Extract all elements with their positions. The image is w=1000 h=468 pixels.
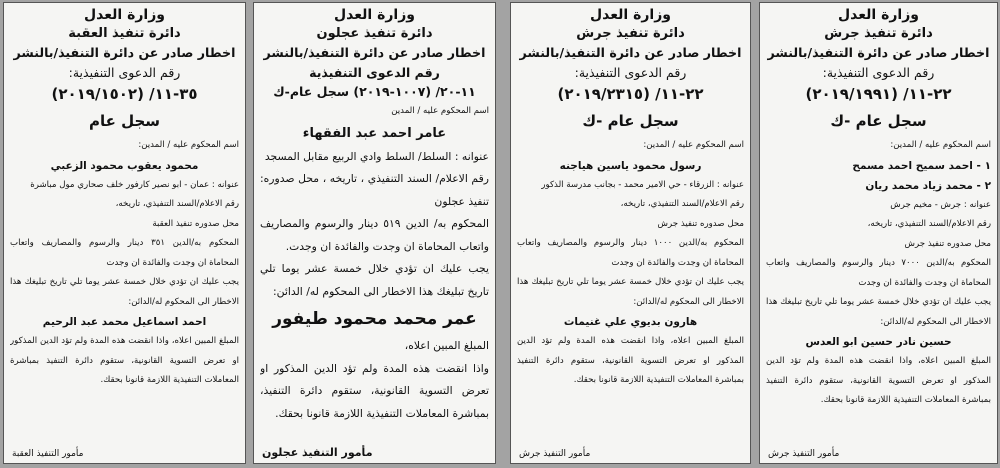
closing-text: المبلغ المبين اعلاه، واذا انقضت هذه المدة ولم تؤد الدين المذكور او تعرض التسوية القانونية، ستقوم دائرة التنفيذ بمباشرة المعاملات التنفيذية اللازمة قانونا بحقك.: [517, 336, 744, 385]
notice-heading: اخطار صادر عن دائرة التنفيذ/بالنشر: [263, 45, 486, 60]
case-number: ٢٢-١١/ (٢٠١٩/١٩٩١): [805, 85, 952, 103]
amount-line: المبلغ المبين اعلاه،: [404, 339, 489, 352]
payment-notice: يجب عليك ان تؤدي خلال خمسة عشر يوما تلي تاريخ تبليغك هذا الاخطار الى المحكوم له/الدائن:: [10, 277, 239, 307]
creditor-name: هارون بديوي علي غنيمات: [563, 316, 698, 328]
payment-notice: يجب عليك ان تؤدي خلال خمسة عشر يوما تلي تاريخ تبليغك هذا الاخطار الى المحكوم له/ الدائن:: [260, 262, 489, 298]
notice-aqaba: [3, 2, 246, 464]
registry-type: سجل عام -ك: [830, 112, 927, 130]
department-name: دائرة تنفيذ عجلون: [316, 26, 433, 41]
judgment-text: المحكوم به/الدين ١٠٠٠ دينار والرسوم والمصاريف واتعاب المحاماة ان وجدت والفائدة ان وجدت: [517, 238, 744, 268]
payment-notice: يجب عليك ان تؤدي خلال خمسة عشر يوما تلي تاريخ تبليغك هذا الاخطار الى المحكوم له/الدائن:: [766, 297, 991, 327]
debtor-label: اسم المحكوم عليه / المدين:: [643, 140, 744, 150]
notice-heading: اخطار صادر عن دائرة التنفيذ/بالنشر: [767, 45, 990, 60]
debtor-name: عامر احمد عبد الفقهاء: [302, 125, 447, 141]
closing-text: واذا انقضت هذه المدة ولم تؤد الدين المذكور او تعرض التسوية القانونية، ستقوم دائرة التنفيذ، بمباشرة المعاملات التنفيذية اللازمة قانونا بحقك.: [260, 361, 489, 420]
department-name: دائرة تنفيذ جرش: [576, 26, 685, 41]
debtor-address: عنوانه : جرش - مخيم جرش: [890, 199, 991, 210]
case-label: رقم الدعوى التنفيذية:: [68, 65, 181, 80]
ministry-title: وزارة العدل: [590, 7, 671, 23]
debtor-name: محمود يعقوب محمود الزعبي: [50, 159, 199, 172]
issuer-line: محل صدوره تنفيذ جرش: [904, 238, 991, 249]
ruling-line: رقم الاعلام/السند التنفيذي، تاريخه،: [115, 199, 239, 209]
issuer-line: محل صدوره تنفيذ العقبة: [152, 218, 239, 229]
ministry-title: وزارة العدل: [838, 7, 919, 23]
registry-type: سجل عام -ك: [582, 112, 679, 130]
issuer-line: محل صدوره تنفيذ جرش: [657, 218, 744, 229]
officer-signature: مأمور التنفيذ عجلون: [262, 446, 373, 459]
case-number: ٣٥-١١/ (٢٠١٩/١٥٠٢): [51, 85, 198, 103]
case-number: ٢٢-١١/ (٢٠١٩/٢٣١٥): [557, 85, 704, 103]
officer-signature: مأمور التنفيذ جرش: [519, 449, 591, 459]
notice-jerash-1991: [759, 2, 998, 464]
department-name: دائرة تنفيذ جرش: [824, 26, 933, 41]
debtor-label: اسم المحكوم عليه / المدين:: [890, 140, 991, 150]
ruling-line: رقم الاعلام/السند التنفيذي، تاريخه،: [620, 199, 744, 209]
debtor-2: ٢ - محمد زياد محمد ريان: [865, 179, 991, 192]
case-label: رقم الدعوى التنفيذية:: [822, 65, 935, 80]
case-number: ١١-٢٠/ (١٠٠٧-٢٠١٩) سجل عام-ك: [273, 84, 476, 99]
creditor-name: حسين نادر حسين ابو العدس: [805, 336, 952, 348]
case-label: رقم الدعوى التنفيذية: [309, 65, 440, 80]
closing-text: المبلغ المبين اعلاه، واذا انقضت هذه المدة ولم تؤد الدين المذكور او تعرض التسوية القانونية، ستقوم دائرة التنفيذ بمباشرة المعاملات التنفيذية اللازمة قانونا بحقك.: [766, 356, 991, 405]
ministry-title: وزارة العدل: [84, 7, 165, 23]
notice-ajloun: [253, 2, 496, 464]
notice-heading: اخطار صادر عن دائرة التنفيذ/بالنشر: [13, 45, 236, 60]
debtor-name: رسول محمود ياسين هياجنه: [559, 159, 702, 172]
notice-jerash-2315: [510, 2, 751, 464]
creditor-name: عمر محمد محمود طيفور: [272, 309, 477, 329]
department-name: دائرة تنفيذ العقبة: [68, 26, 181, 41]
notice-heading: اخطار صادر عن دائرة التنفيذ/بالنشر: [519, 45, 742, 60]
ministry-title: وزارة العدل: [334, 7, 415, 23]
ruling-line: رقم الاعلام/السند التنفيذي، تاريخه،: [867, 219, 991, 229]
registry-type: سجل عام: [88, 112, 161, 130]
debtor-label: اسم المحكوم عليه / المدين: [391, 106, 489, 116]
case-label: رقم الدعوى التنفيذية:: [574, 65, 687, 80]
closing-text: المبلغ المبين اعلاه، واذا انقضت هذه المدة ولم تؤد الدين المذكور او تعرض التسوية القانونية، ستقوم دائرة التنفيذ بمباشرة المعاملات التنفيذية اللازمة قانونا بحقك.: [10, 336, 239, 385]
creditor-name: احمد اسماعيل محمد عبد الرحيم: [42, 316, 207, 328]
debtor-address: عنوانه : عمان - ابو نصير كارفور خلف صحاري مول مباشرة: [30, 179, 239, 190]
payment-notice: يجب عليك ان تؤدي خلال خمسة عشر يوما تلي تاريخ تبليغك هذا الاخطار الى المحكوم له/الدائن:: [517, 277, 744, 307]
officer-signature: مأمور التنفيذ جرش: [768, 449, 840, 459]
debtor-address: عنوانه : السلط/ السلط وادي الربيع مقابل المسجد: [264, 149, 489, 163]
officer-signature: مأمور التنفيذ العقبة: [12, 449, 84, 459]
judgment-text: المحكوم به/ الدين ٥١٩ دينار والرسوم والمصاريف واتعاب المحاماة ان وجدت والفائدة ان وجدت.: [260, 217, 489, 253]
judgment-text: المحكوم به/الدين ٣٥١ دينار والرسوم والمصاريف واتعاب المحاماة ان وجدت والفائدة ان وجدت: [10, 238, 239, 268]
debtor-label: اسم المحكوم عليه / المدين:: [138, 140, 239, 150]
debtor-1: ١ - احمد سميح احمد مسمح: [852, 159, 991, 172]
judgment-text: المحكوم به/الدين ٧٠٠٠ دينار والرسوم والمصاريف واتعاب المحاماة ان وجدت والفائدة ان وجدت: [766, 258, 991, 288]
debtor-address: عنوانه : الزرقاء - حي الامير محمد - بجانب مدرسة الذكور: [541, 179, 744, 190]
ruling-line: رقم الاعلام/ السند التنفيذي ، تاريخه ، محل صدوره: تنفيذ عجلون: [260, 172, 489, 208]
